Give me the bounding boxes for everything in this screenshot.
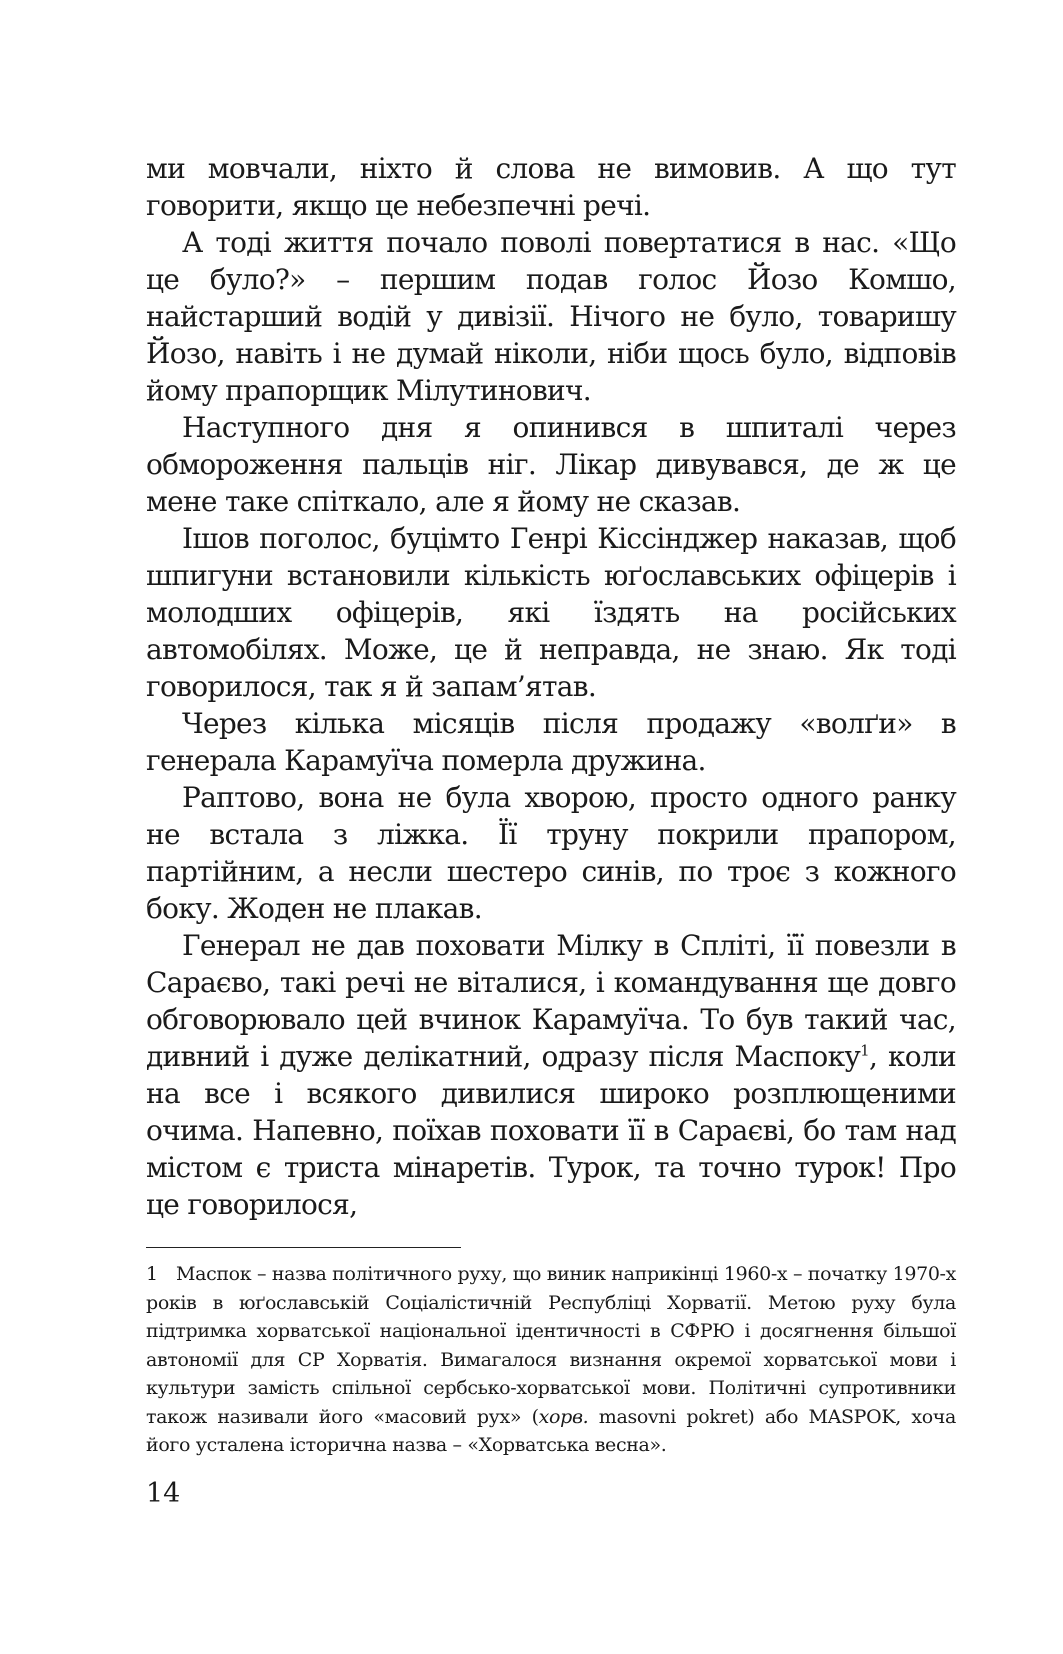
- paragraph: А тоді життя почало поволі повертатися в нас. «Що це було?» – першим подав голос Йозо Комшо, найстарший водій у дивізії. Нічого не було, товаришу Йозо, навіть і не думай ніколи, ніби щось було, відповів йому прапорщик Мілутинович.: [146, 226, 956, 407]
- paragraph-with-footnote-ref: [146, 927, 956, 1223]
- paragraph-text: Генерал не дав поховати Мілку в Спліті, її повезли в Сараєво, такі речі не віталися, і командування ще довго обговорювало цей вчинок Карамуїча. То був такий час, дивний і дуже делікатний, одразу після Маспоку: [146, 929, 956, 1073]
- footnote-text: masovni pokret) або MASPOK, хоча його усталена історична назва – «Хорватська весна».: [146, 1405, 956, 1456]
- page-body: [146, 150, 956, 1223]
- paragraph: Раптово, вона не була хворою, просто одного ранку не встала з ліжка. Її труну покрили прапором, партійним, а несли шестеро синів, по троє з кожного боку. Жоден не плакав.: [146, 781, 956, 925]
- footnote-divider: [146, 1247, 461, 1248]
- paragraph-text: , коли на все і всякого дивилися широко розплющеними очима. Напевно, поїхав поховати її в Сараєві, бо там над містом є триста мінаретів. Турок, та точно турок! Про це говорилося,: [146, 1040, 956, 1221]
- paragraph: Наступного дня я опинився в шпиталі через обмороження пальців ніг. Лікар дивувався, де ж це мене таке спіткало, але я йому не сказав.: [146, 411, 956, 518]
- paragraph: ми мовчали, ніхто й слова не вимовив. А що тут говорити, якщо це небезпечні речі.: [146, 152, 956, 222]
- footnote: [146, 1260, 956, 1460]
- footnote-number: 1: [146, 1263, 158, 1285]
- footnote-italic-text: хорв.: [538, 1405, 589, 1428]
- main-text: [146, 150, 956, 1223]
- paragraph: Через кілька місяців після продажу «волґи» в генерала Карамуїча померла дружина.: [146, 707, 956, 777]
- page-number: 14: [146, 1478, 181, 1509]
- paragraph: Ішов поголос, буцімто Генрі Кіссінджер наказав, щоб шпигуни встановили кількість юґославських офіцерів і молодших офіцерів, які їздять на російських автомобілях. Може, це й неправда, не знаю. Як тоді говорилося, так я й запам’ятав.: [146, 522, 956, 703]
- footnote-reference: 1: [860, 1041, 869, 1060]
- footnote-text: Маспок – назва політичного руху, що виник наприкінці 1960-х – початку 1970-х років в юґославській Соціалістичній Республіці Хорватії. Метою руху була підтримка хорватської національної ідентичності в СФРЮ і досягнення більшої автономії для СР Хорватія. Вимагалося визнання окремої хорватської мови і культури замість спільної сербсько-хорватської мови. Політичні супротивники також називали його «масовий рух» (: [146, 1263, 956, 1428]
